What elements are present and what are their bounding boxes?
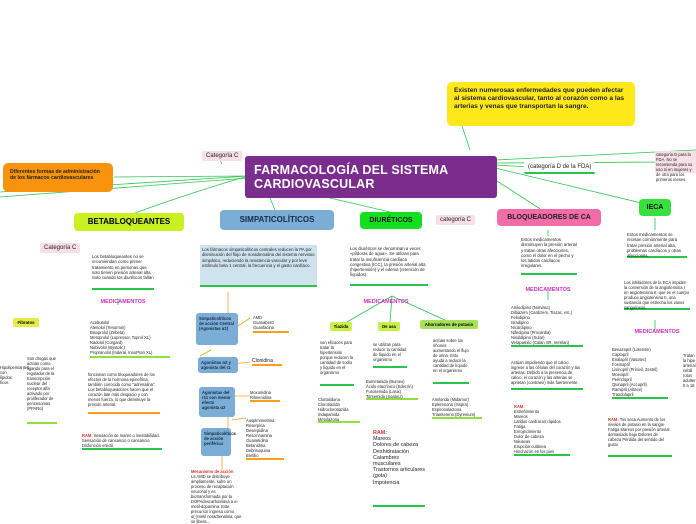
potassium-sparing-meds-text: Amilorida (Midamor) Eplerenona (Inspra) Espironolactona Triamtereno (Dyrenium)	[432, 397, 476, 417]
beta-meds-heading-text: MEDICAMENTOS	[100, 299, 146, 305]
thiazide-meds	[318, 397, 360, 423]
diur-intro-text: Los diuréticos se denominan a veces «píldoras de agua». Se utilizan para tratar la insuficiencia cardíaca congestiva (ICC), la presión arterial alta (hipertensión) y el edema (retención de líquidos).	[350, 246, 426, 278]
simpa-mechanism	[191, 469, 243, 524]
simpa-intro	[200, 245, 317, 287]
simpa-peripheral-label: Simpaticolíticos de acción periférica	[204, 431, 237, 446]
ieca-category-tag	[655, 151, 696, 182]
potassium-sparing-label[interactable]	[420, 320, 478, 329]
simpa-category-label: Categoría C	[206, 153, 239, 159]
beta-mechanism-text: funcionan como bloqueadores de los efectos de la hormona epinefrina, también conocida como "adrenalina". Los betabloqueadores hacen que el corazón late más despacio y con menos fuerza, lo que disminuye la presión arterial.	[88, 372, 156, 407]
bcca-meds-heading	[517, 287, 579, 293]
simpa-intro-text: Los fármacos simpaticolíticos centrales reducen la PA por disminución del flujo de noradrenalina del sistema nervioso simpático, reduciendo la resistencia vascular y por leve estímulo beta 1 central, la frecuencia y el gasto cardíaco.	[202, 247, 315, 268]
beta-intro-text: Los betabloqueantes no se recomiendan como primer tratamiento en personas que solo tienen presión arterial alta. Solo cuando los diuréticos fallan	[92, 254, 154, 281]
beta-meds-heading	[92, 299, 154, 305]
simpa-alpha2-node[interactable]	[198, 357, 238, 373]
simpa-central-label: Simpaticolíticos de acción Central (Agonistas α2)	[199, 316, 234, 331]
diur-intro	[350, 246, 428, 286]
simpa-alpha2-label: Agonistas α2 y agonista del r1	[201, 360, 231, 370]
simpa-r11-label: Agonistas del r11 con menor efecto agonista α2	[202, 390, 231, 410]
simpa-mechanism-text: La AMD se distribuye ampliamente, sufre un proceso de recaptación neuronal y es biotransformada por la DOPAdescarboxilasa a α-metil-dopamina. Este precursor ingresa como α(-)metil noradrenalina, que se libera...	[191, 474, 242, 524]
main-topic-label: FARMACOLOGÍA DEL SISTEMA CARDIOVASCULAR	[254, 163, 448, 191]
potassium-sparing-label-text: Ahorradores de potasio	[424, 322, 474, 327]
bcca-intro-text: Estos medicamentos disminuyen la presión arterial y tratan otras afecciones, como el dolor en el pecho y los latidos cardíacos irregulares.	[521, 237, 577, 269]
beta-ram-text: Sensación de mareo o inestabilidad. Sensación de cansancio o cansancio. Disfunción eréctil.	[82, 433, 160, 448]
main-topic[interactable]	[245, 156, 497, 198]
administration-note[interactable]	[3, 163, 113, 192]
bcca-ram-label: RAM:	[514, 404, 525, 409]
sympatholytics-node[interactable]	[220, 210, 334, 230]
bcca-ram-text: Estreñimiento Mareos Latidos cardíacos rápidos Fatiga Enrojecimiento Dolor de cabeza Náuseas Erupción cutánea Hinchazón en los pies	[514, 409, 561, 454]
diur-ram-text: Mareos Dolores de cabeza Deshidratación Calambres musculares Trastornos articulares (gota) Impotencia	[373, 436, 425, 486]
bcca-category-label: (categoría D de la FDA)	[528, 164, 592, 170]
intro-note[interactable]	[447, 82, 635, 126]
ieca-mechanism	[624, 280, 690, 310]
simpa-mechanism-label: Mecanismo de acción	[191, 469, 234, 474]
simpa-r11-node[interactable]	[199, 387, 235, 417]
thiazide-meds-text: Clortalidona Clorotiazida Hidroclorotiazida Indapamida Metolazona	[318, 397, 349, 422]
bcca-meds-text: Amlodipino (Norvasc) Diltiazem (Cardizem, Tiazac, etc.) Felodipino Isradipino Nicardipino Nifedipina (Procardia) Nisoldipino (Sular) Verapamilo (Calan SR, Verelan)	[511, 305, 573, 345]
simpa-central-meds	[253, 315, 289, 333]
fibrates-text	[27, 356, 57, 424]
diur-meds-heading-text: MEDICAMENTOS	[363, 299, 409, 305]
ace-inhibitors-node[interactable]	[639, 199, 671, 216]
bcca-ram	[514, 404, 570, 456]
loop-body: se utilizan para reducir la cantidad de líquido en el organismo	[373, 342, 407, 362]
beta-category-label: Categoría C	[44, 245, 77, 251]
diur-ram	[373, 430, 425, 507]
beta-category-tag	[40, 243, 80, 253]
beta-meds-text: Acebutolol Atenolol (Tenormin) Bisoprolol (Zebeta) Metoprolol (Lopressor, Toprol XL) Nadolol (Corgard) Nebivolol (Bystolic) Propranolol (Inderal, InnoPran XL)	[90, 320, 153, 355]
clonidine-item	[252, 358, 282, 366]
administration-note-text: Diferentes formas de administración de los fármacos cardiovasculares	[10, 169, 100, 182]
ieca-meds-heading	[626, 329, 688, 335]
ieca-meds-list	[612, 347, 668, 399]
hypolipemic-edge-text	[0, 365, 30, 395]
loop-meds-text: Bumetanida (Bumex) Ácido etacrínico (Edecrin) Furosemida (Lasix) Torsemida (Soaanz)	[366, 379, 413, 399]
loop-label[interactable]	[378, 322, 400, 331]
ace-inhibitors-title: IECA	[646, 204, 664, 211]
diur-ram-label: RAM:	[373, 430, 388, 436]
loop-text	[373, 342, 407, 368]
beta-blockers-node[interactable]	[74, 213, 184, 231]
ieca-ram-text: Tos seca Aumento de los niveles de potasio en la sangre Fatiga Mareos por presión arterial demasiado baja Dolores de cabeza Pérdida del sentido del gusto	[608, 417, 670, 447]
fibrates-label-text: Fibratos	[17, 320, 35, 325]
fibrates-label[interactable]	[13, 318, 39, 327]
beta-mechanism	[88, 372, 160, 414]
ieca-intro-text: Estos medicamentos se recetan comúnmente para tratar presión arterial alta, problemas cardíacos y otras afecciones.	[627, 232, 681, 259]
ieca-meds-text: Benazepril (Lotensin) Captopril Enalapril (Vasotec) Fosinopril Lisinopril (Prinivil, Zestril) Moexipril Perindopril Quinapril (Accupril) Ramipril (Altace) Trandolapril	[612, 347, 658, 397]
beta-blockers-title: BETABLOQUEANTES	[87, 217, 171, 226]
potassium-sparing-body: actúan sobre los riñones aumentando el flujo de orina. Esto ayuda a reducir la cantidad de líquido en el organismo	[433, 338, 469, 373]
clonidine-text: Clonidina	[252, 358, 273, 364]
loop-label-text: De asa	[382, 324, 396, 329]
diuretics-node[interactable]	[360, 212, 422, 229]
thiazide-label-text: Tiazida	[333, 324, 349, 329]
thiazide-body: son eficaces para tratar la hipertensión porque reducen la cantidad de sodio y líquido en el organismo	[320, 340, 354, 375]
ieca-edge-text	[683, 353, 696, 391]
simpa-peripheral-meds-text: Ausplmonetrina: Reserpina Deserpidina Rescinnamina Guanetidina Betanidina Debrisoquina Bretilio	[246, 418, 276, 458]
diur-category-tag	[436, 215, 475, 225]
ieca-intro	[627, 232, 687, 258]
simpa-r11-meds-text: Moxonidina Rilmenidina	[250, 390, 272, 400]
ieca-ram-label: RAM:	[608, 417, 619, 422]
thiazide-text	[320, 340, 354, 386]
simpa-r11-meds	[250, 390, 280, 402]
sympatholytics-title: SIMPATICOLÍTICOS	[239, 215, 315, 224]
simpa-peripheral-node[interactable]	[201, 428, 237, 456]
bcca-intro	[521, 237, 577, 275]
hypolipemic-edge-body: Hipolipemiantes con lípidos ficos	[0, 365, 30, 385]
ieca-edge-body: Tratan la hipe arterial cebili rotos adulter 0 a 18	[683, 353, 696, 388]
diuretics-title: DIURÉTICOS	[369, 217, 413, 224]
diur-meds-heading	[355, 299, 417, 305]
bcca-meds-heading-text: MEDICAMENTOS	[525, 287, 571, 293]
bcca-category-tag	[524, 162, 595, 174]
beta-meds-list	[90, 320, 170, 358]
intro-note-text: Existen numerosas enfermedades que pueden afectar al sistema cardiovascular, tanto al corazón como a las arterias y venas que transportan la sangre.	[454, 87, 625, 110]
ieca-ram	[608, 417, 672, 457]
bcca-meds-list	[511, 305, 583, 347]
loop-meds	[366, 379, 418, 400]
bcca-mechanism-text: Actúan impidiendo que el calcio ingrese a las células del corazón y las arterias. Debido a la presencia de calcio, el corazón y las arterias se aprietan (contraen) más fuertemente.	[511, 360, 580, 385]
calcium-blockers-node[interactable]	[497, 209, 601, 226]
thiazide-label[interactable]	[330, 322, 352, 331]
beta-ram-label: RAM:	[82, 433, 93, 438]
beta-ram	[82, 433, 162, 450]
ieca-category-label: categoría D para la FDA. No se recomienda para su uso ni en mujeres y de otra para los primeros meses	[656, 152, 693, 182]
simpa-central-node[interactable]	[196, 313, 238, 345]
simpa-central-meds-text: AMD Guanabenz Guanfacina	[253, 315, 275, 330]
ieca-mechanism-text: Los inhibidores de la ECA impiden la conversión de la angiotensina I en angiotensina II, que en el cuerpo produce angiotensina II, una sustancia que estrecha los vasos sanguíneos.	[624, 280, 690, 310]
beta-intro	[92, 254, 154, 290]
calcium-blockers-title: BLOQUEADORES DE CA	[507, 214, 591, 221]
fibrates-body: Son drogas que actúan como ligando para el regulador de la transcripción nuclear del receptor alfa activado por proliferador de peroxisomas (PPARα)	[27, 356, 56, 411]
ieca-meds-heading-text: MEDICAMENTOS	[634, 329, 680, 335]
simpa-peripheral-meds	[246, 418, 284, 460]
simpa-category-tag	[202, 151, 242, 161]
potassium-sparing-meds	[432, 397, 482, 419]
potassium-sparing-text	[433, 338, 469, 384]
diur-category-label: categoría C	[440, 217, 472, 223]
bcca-mechanism	[511, 360, 583, 390]
